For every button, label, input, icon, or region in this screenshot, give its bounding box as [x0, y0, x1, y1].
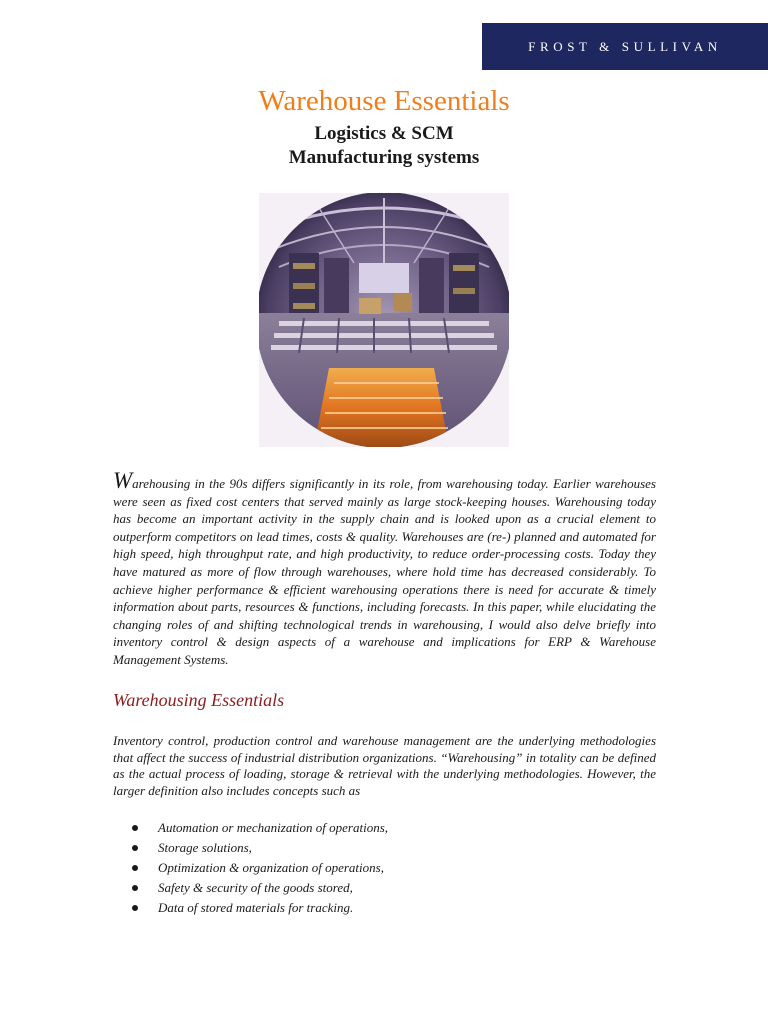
concepts-list — [113, 818, 656, 918]
list-item-text: Optimization & organization of operations, — [158, 860, 384, 875]
list-item — [113, 838, 656, 858]
list-item-text: Automation or mechanization of operations, — [158, 820, 389, 835]
intro-paragraph — [113, 468, 656, 669]
bullet-icon — [132, 865, 138, 871]
list-item — [113, 878, 656, 898]
brand-logo — [482, 23, 768, 70]
list-item — [113, 858, 656, 878]
list-item-text: Data of stored materials for tracking. — [158, 900, 354, 915]
list-item-text: Storage solutions, — [158, 840, 252, 855]
bullet-icon — [132, 905, 138, 911]
brand-name: FROST & SULLIVAN — [528, 38, 722, 54]
warehouse-photo — [259, 193, 509, 447]
subtitle-logistics: Logistics & SCM — [314, 123, 454, 144]
intro-dropcap: W — [113, 468, 133, 493]
section-paragraph: Inventory control, production control and warehouse management are the underlying methodologies that affect the success of industrial distribution organizations. “Warehousing” in totality can be defined as the actual process of loading, storage & retrieval with the underlying methodologies. However, the larger definition also includes concepts such as — [113, 733, 656, 798]
list-item — [113, 898, 656, 918]
section-heading: Warehousing Essentials — [113, 690, 285, 710]
bullet-icon — [132, 825, 138, 831]
list-item — [113, 818, 656, 838]
warehouse-fisheye-illustration — [259, 193, 509, 447]
page-title: Warehouse Essentials — [258, 85, 510, 117]
bullet-icon — [132, 885, 138, 891]
intro-text: arehousing in the 90s differs significantly in its role, from warehousing today. Earlier warehouses were seen as fixed cost centers that served mainly as large stock-keeping houses. Warehousing today has become an important activity in the supply chain and is looked upon as a crucial element to outperform competitors on lead times, costs & quality. Warehouses are (re-) planned and automated for high speed, high throughput rate, and high productivity, to reduce order-processing costs. Today they have matured as more of flow through warehouses, where hold time has decreased considerably. To achieve higher performance & efficient warehousing operations there is need for accurate & timely information about parts, resources & functions, including forecasts. In this paper, while elucidating the changing roles of and shifting technological trends in warehousing, I would also delve briefly into inventory control & design aspects of a warehouse and implications for ERP & Warehouse Management Systems. — [113, 476, 656, 667]
bullet-icon — [132, 845, 138, 851]
subtitle-manufacturing: Manufacturing systems — [288, 147, 480, 168]
list-item-text: Safety & security of the goods stored, — [158, 880, 353, 895]
